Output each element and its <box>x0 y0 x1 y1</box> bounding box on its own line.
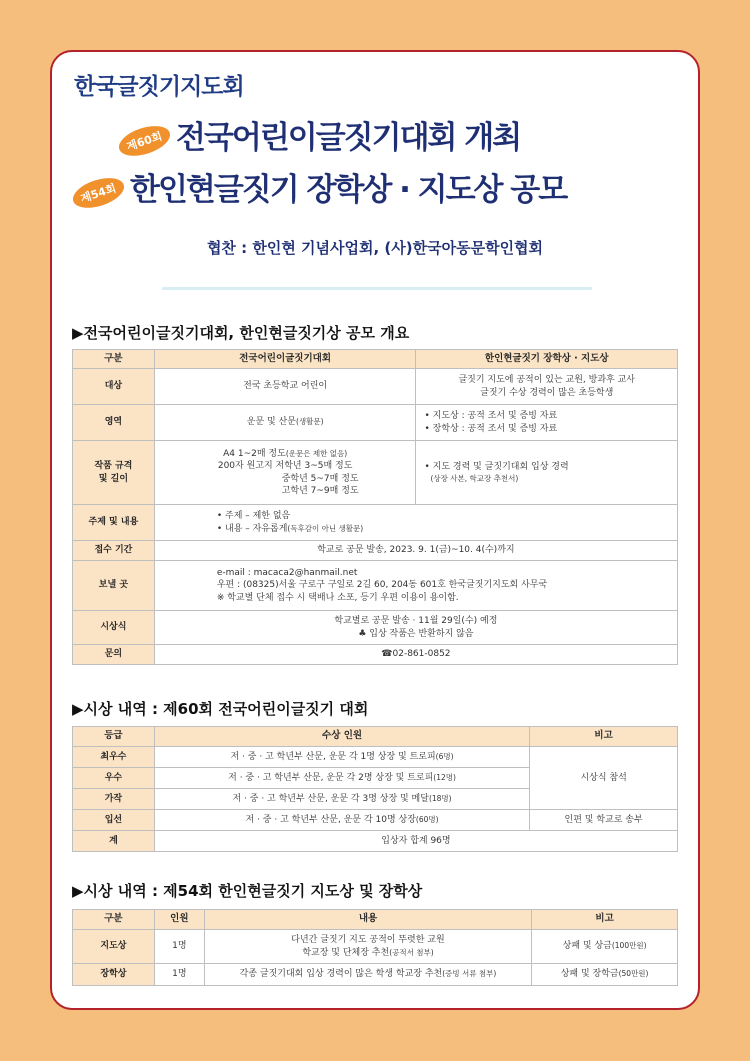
cell-note: (18명) <box>428 793 452 803</box>
cell-line: 학교별로 공문 발송 · 11월 29일(수) 예정 <box>334 616 498 627</box>
cell-line: ※ 학교별 단체 접수 시 택배나 소포, 등기 우편 이용이 용이함. <box>216 592 459 603</box>
cell <box>416 405 678 441</box>
cell-note: (독후감이 아닌 생활문) <box>287 523 364 533</box>
cell <box>154 747 529 768</box>
cell-line: 중학년 5~7매 정도 <box>281 473 359 484</box>
cell-note: (상장 사본, 학교장 추천서) <box>430 473 519 483</box>
grade-label: 우수 <box>73 768 155 789</box>
awards60-table <box>72 726 678 852</box>
table-row <box>73 505 678 541</box>
grade-label: 계 <box>73 831 155 852</box>
col-header: 비고 <box>532 910 678 930</box>
cell <box>154 611 677 645</box>
row-label: 대상 <box>73 369 155 405</box>
cell-text: 상패 및 장학금 <box>560 969 619 980</box>
table-row <box>73 369 678 405</box>
title-line-1: 전국어린이글짓기대회 개최 <box>176 120 521 156</box>
cell-line: 다년간 글짓기 지도 공적이 뚜렷한 교원 <box>291 935 445 946</box>
row-label <box>73 441 155 505</box>
total-cell: 입상자 합계 96명 <box>154 831 677 852</box>
cell-text: • 내용 – 자유롭게 <box>216 523 288 534</box>
cell-text: 저 · 중 · 고 학년부 산문, 운문 각 10명 상장 <box>245 814 416 825</box>
cell: 1명 <box>154 930 204 964</box>
cell-note: (공적서 첨부) <box>389 947 434 957</box>
cell <box>154 441 416 505</box>
col-header: 구분 <box>73 910 155 930</box>
email-line: e-mail : macaca2@hanmail.net <box>216 568 358 579</box>
label-line: 작품 규격 <box>94 461 133 472</box>
address-line: 우편 : (08325)서울 구로구 구일로 2길 60, 204동 601호 한국글짓기지도회 사무국 <box>216 580 548 591</box>
cell-line: ♣ 입상 작품은 반환하지 않음 <box>358 628 474 639</box>
cell-line <box>158 448 413 460</box>
table-row <box>73 747 678 768</box>
table-row <box>73 541 678 561</box>
row-label: 접수 기간 <box>73 541 155 561</box>
awards54-table <box>72 909 678 986</box>
cell-note: (운문은 제한 없음) <box>285 449 348 459</box>
phone-cell: ☎02-861-0852 <box>154 645 677 665</box>
cell-line: 고학년 7~9매 정도 <box>281 485 359 496</box>
cell-note: (12명) <box>433 772 456 782</box>
table-row <box>73 831 678 852</box>
edition-badge-54: 제54회 <box>69 173 127 214</box>
cell <box>154 768 529 789</box>
row-label: 문의 <box>73 645 155 665</box>
grade-label: 최우수 <box>73 747 155 768</box>
col-header: 인원 <box>154 910 204 930</box>
title-line-2: 한인현글짓기 장학상 · 지도상 공모 <box>130 172 567 208</box>
cell <box>154 789 529 810</box>
cell-line: 200자 원고지 저학년 3~5매 정도 <box>217 461 353 472</box>
cell <box>154 810 529 831</box>
poster-card <box>50 50 700 1010</box>
divider <box>162 287 592 290</box>
cell-line: 글짓기 지도에 공적이 있는 교원, 방과후 교사 <box>458 375 635 386</box>
cell <box>532 930 678 964</box>
col-header: 등급 <box>73 727 155 747</box>
edition-badge-60: 제60회 <box>115 121 173 162</box>
row-label: 시상식 <box>73 611 155 645</box>
cell <box>532 964 678 986</box>
cell-note: (60명) <box>415 814 439 824</box>
cell-line: • 지도상 : 공적 조서 및 증빙 자료 <box>424 411 558 422</box>
label-line: 및 길이 <box>98 473 129 484</box>
col-header: 전국어린이글짓기대회 <box>154 350 416 369</box>
cell: 전국 초등학교 어린이 <box>154 369 416 405</box>
col-header: 비고 <box>530 727 678 747</box>
col-header: 구분 <box>73 350 155 369</box>
table-header-row <box>73 910 678 930</box>
table-header-row <box>73 350 678 369</box>
cell <box>204 964 531 986</box>
awards60-heading: ▶시상 내역 : 제60회 전국어린이글짓기 대회 <box>72 700 369 718</box>
cell-text: 학교장 및 단체장 추천 <box>302 947 390 958</box>
table-row <box>73 810 678 831</box>
table-row <box>73 441 678 505</box>
cell: 학교로 공문 발송, 2023. 9. 1(금)~10. 4(수)까지 <box>154 541 677 561</box>
col-header: 내용 <box>204 910 531 930</box>
table-row <box>73 561 678 611</box>
table-row <box>73 645 678 665</box>
overview-table <box>72 349 678 665</box>
table-row <box>73 611 678 645</box>
row-label: 주제 및 내용 <box>73 505 155 541</box>
cell-note: (100만원) <box>611 941 647 951</box>
cell-text: 운문 및 산문 <box>246 417 296 428</box>
award-type: 지도상 <box>73 930 155 964</box>
cell-text: A4 1~2매 정도 <box>223 449 286 460</box>
cell <box>204 930 531 964</box>
cell-note: (생활문) <box>295 417 324 427</box>
table-row <box>73 405 678 441</box>
cell <box>154 505 677 541</box>
cell <box>154 405 416 441</box>
table-row <box>73 930 678 964</box>
cell <box>416 441 678 505</box>
cell <box>416 369 678 405</box>
cell-line: • 주제 – 제한 없음 <box>216 511 291 522</box>
overview-heading: ▶전국어린이글짓기대회, 한인현글짓기상 공모 개요 <box>72 324 410 342</box>
note-cell: 시상식 참석 <box>530 747 678 810</box>
row-label: 보낼 곳 <box>73 561 155 611</box>
table-row <box>73 964 678 986</box>
awards54-heading: ▶시상 내역 : 제54회 한인현글짓기 지도상 및 장학상 <box>72 882 423 900</box>
sponsor-line: 협찬 : 한인현 기념사업회, (사)한국아동문학인협회 <box>206 239 544 257</box>
col-header: 수상 인원 <box>154 727 529 747</box>
grade-label: 입선 <box>73 810 155 831</box>
col-header: 한인현글짓기 장학상 · 지도상 <box>416 350 678 369</box>
cell-note: (50만원) <box>618 969 649 979</box>
cell-line: 글짓기 수상 경력이 많은 초등학생 <box>480 387 614 398</box>
cell-text: 저 · 중 · 고 학년부 산문, 운문 각 2명 상장 및 트로피 <box>228 772 434 783</box>
table-header-row <box>73 727 678 747</box>
note-cell: 인편 및 학교로 송부 <box>530 810 678 831</box>
row-label: 영역 <box>73 405 155 441</box>
cell-line: • 지도 경력 및 글짓기대회 입상 경력 <box>424 462 569 473</box>
award-type: 장학상 <box>73 964 155 986</box>
cell-line <box>217 523 674 535</box>
cell: 1명 <box>154 964 204 986</box>
cell-text: 상패 및 상금 <box>562 941 612 952</box>
cell <box>154 561 677 611</box>
grade-label: 가작 <box>73 789 155 810</box>
cell-note: (증빙 서류 첨부) <box>442 969 497 979</box>
organization-name: 한국글짓기지도회 <box>74 74 244 100</box>
cell-line <box>208 947 528 959</box>
cell-text: 각종 글짓기대회 입상 경력이 많은 학생 학교장 추천 <box>239 969 443 980</box>
cell-note: (6명) <box>435 751 454 761</box>
cell-text: 저 · 중 · 고 학년부 산문, 운문 각 1명 상장 및 트로피 <box>230 751 436 762</box>
cell-line: • 장학상 : 공적 조서 및 증빙 자료 <box>424 423 558 434</box>
cell-text: 저 · 중 · 고 학년부 산문, 운문 각 3명 상장 및 메달 <box>232 793 429 804</box>
